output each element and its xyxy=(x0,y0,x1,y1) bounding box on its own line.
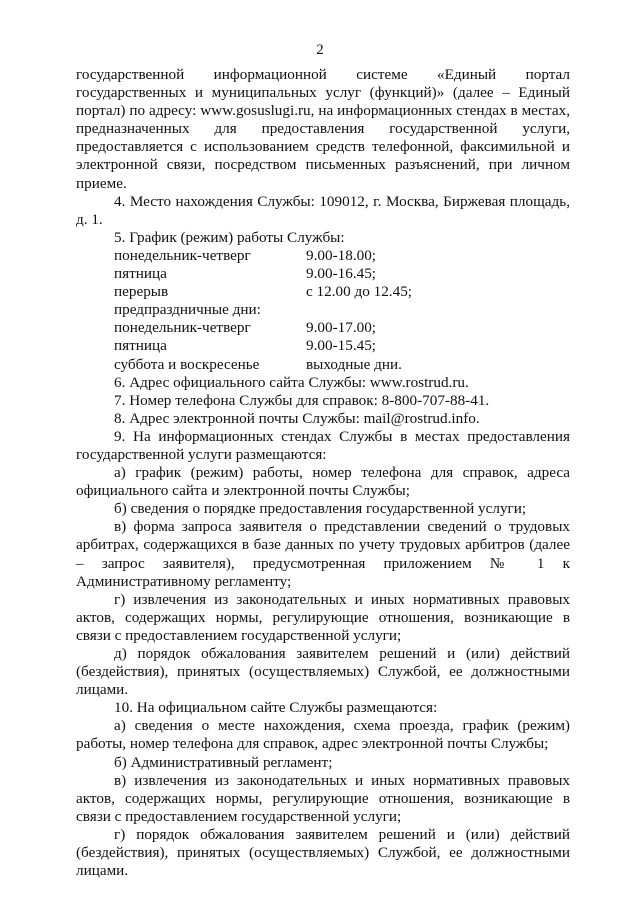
schedule-value: 9.00-16.45; xyxy=(306,265,377,283)
schedule-heading: 5. График (режим) работы Службы: xyxy=(114,228,345,246)
paragraph-stands-e: д) порядок обжалования заявителем решений и (или) действий (бездействия), принятых (осуществляемых) Службой, ее должностными лицами. xyxy=(76,645,570,699)
schedule-value: 9.00-18.00; xyxy=(306,246,377,264)
schedule-row xyxy=(76,283,570,301)
schedule-value: с 12.00 до 12.45; xyxy=(306,283,413,301)
paragraph-phone: 7. Номер телефона Службы для справок: 8-800-707-88-41. xyxy=(114,391,490,409)
schedule-row xyxy=(76,319,570,337)
paragraph-site-intro: 10. На официальном сайте Службы размещаются: xyxy=(114,699,438,717)
schedule-label: пятница xyxy=(114,337,167,355)
paragraph-stands-c: в) форма запроса заявителя о представлении сведений о трудовых арбитрах, содержащихся в базе данных по учету трудовых арбитров (далее – запрос заявителя), предусмотренная приложением № 1 к Административному регламенту; xyxy=(76,518,570,590)
schedule-row xyxy=(76,356,570,374)
schedule-value: выходные дни. xyxy=(306,355,402,373)
schedule-label: пятница xyxy=(114,265,167,283)
paragraph-site-d: г) порядок обжалования заявителем решений и (или) действий (бездействия), принятых (осуществляемых) Службой, ее должностными лицами. xyxy=(76,825,570,880)
paragraph-location: 4. Место нахождения Службы: 109012, г. Москва, Биржевая площадь, д. 1. xyxy=(76,192,570,228)
schedule-row xyxy=(76,265,570,283)
paragraph-stands-b: б) сведения о порядке предоставления государственной услуги; xyxy=(114,500,527,518)
schedule-row xyxy=(76,247,570,265)
schedule-row xyxy=(76,337,570,355)
paragraph-email: 8. Адрес электронной почты Службы: mail@rostrud.info. xyxy=(114,409,480,427)
paragraph-stands-d: г) извлечения из законодательных и иных нормативных правовых актов, содержащих нормы, регулирующие отношения, возникающие в связи с предоставлением государственной услуги; xyxy=(76,590,570,644)
schedule-value: 9.00-17.00; xyxy=(306,319,377,337)
paragraph-portal: государственной информационной системе «Единый портал государственных и муниципальных услуг (функций)» (далее – Единый портал) по адресу: www.gosuslugi.ru, на информационных стендах в местах, предназначенных для предоставления государственной услуги, предоставляется с использованием средств телефонной, факсимильной и электронной связи, посредством письменных разъяснений, при личном приеме. xyxy=(76,66,570,192)
document-body xyxy=(76,66,570,880)
schedule-row xyxy=(76,301,570,319)
schedule-label: суббота и воскресенье xyxy=(114,355,260,373)
paragraph-stands-intro: 9. На информационных стендах Службы в местах предоставления государственной услуги размещаются: xyxy=(76,427,570,463)
paragraph-website: 6. Адрес официального сайта Службы: www.rostrud.ru. xyxy=(114,373,469,391)
schedule-label: понедельник-четверг xyxy=(114,246,251,264)
page-number: 2 xyxy=(316,42,324,58)
paragraph-site-a: а) сведения о месте нахождения, схема проезда, график (режим) работы, номер телефона для справок, адрес электронной почты Службы; xyxy=(76,717,570,753)
schedule-value: 9.00-15.45; xyxy=(306,337,377,355)
schedule-label: перерыв xyxy=(114,283,169,301)
paragraph-site-c: в) извлечения из законодательных и иных нормативных правовых актов, содержащих нормы, регулирующие отношения, возникающие в связи с предоставлением государственной услуги; xyxy=(76,771,570,825)
paragraph-site-b: б) Административный регламент; xyxy=(114,753,333,771)
paragraph-stands-a: а) график (режим) работы, номер телефона для справок, адреса официального сайта и электронной почты Службы; xyxy=(76,464,570,500)
work-schedule xyxy=(76,229,570,374)
schedule-label: предпраздничные дни: xyxy=(114,301,261,319)
schedule-label: понедельник-четверг xyxy=(114,319,251,337)
